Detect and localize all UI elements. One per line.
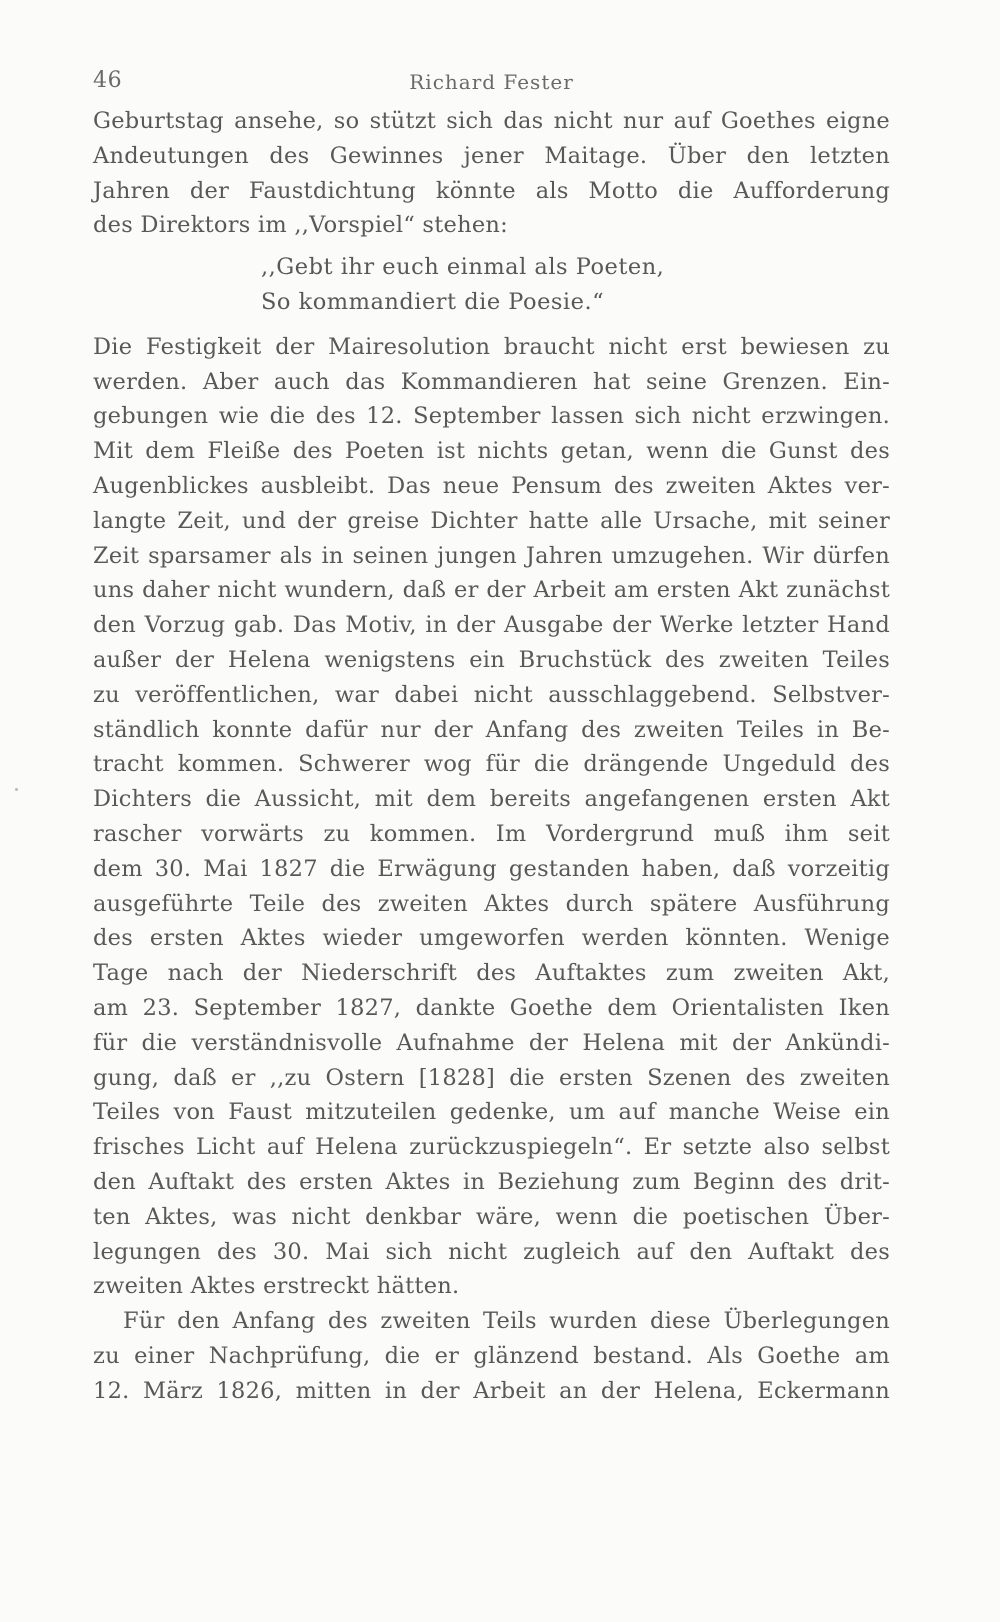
text-line: ausgeführte Teile des zweiten Aktes durch spätere Ausführung xyxy=(93,890,890,917)
text-line: langte Zeit, und der greise Dichter hatte alle Ursache, mit seiner xyxy=(93,507,890,534)
text-line: Dichters die Aussicht, mit dem bereits angefangenen ersten Akt xyxy=(93,786,890,813)
text-line: für die verständnisvolle Aufnahme der Helena mit der Ankündi- xyxy=(93,1029,890,1056)
text-line: 12. März 1826, mitten in der Arbeit an der Helena, Eckermann xyxy=(93,1377,890,1404)
text-line: Augenblickes ausbleibt. Das neue Pensum des zweiten Aktes ver- xyxy=(93,472,890,499)
text-line: gung, daß er ,,zu Ostern [1828] die ersten Szenen des zweiten xyxy=(93,1064,890,1091)
text-line: rascher vorwärts zu kommen. Im Vordergrund muß ihm seit xyxy=(93,820,890,847)
text-line: zu veröffentlichen, war dabei nicht ausschlaggebend. Selbstver- xyxy=(93,681,890,708)
page-header xyxy=(93,68,890,104)
text-line: frisches Licht auf Helena zurückzuspiegeln“. Er setzte also selbst xyxy=(93,1134,890,1161)
text-line: zu einer Nachprüfung, die er glänzend bestand. Als Goethe am xyxy=(93,1342,890,1369)
text-line: Zeit sparsamer als in seinen jungen Jahren umzugehen. Wir dürfen xyxy=(93,542,890,569)
text-line: ten Aktes, was nicht denkbar wäre, wenn die poetischen Über- xyxy=(93,1203,890,1230)
book-page xyxy=(93,68,890,1408)
text-line: Geburtstag ansehe, so stützt sich das nicht nur auf Goethes eigne xyxy=(93,108,890,134)
text-line: des Direktors im ,,Vorspiel“ stehen: xyxy=(93,212,508,239)
text-line: Andeutungen des Gewinnes jener Maitage. Über den letzten xyxy=(93,142,890,169)
text-line: Teiles von Faust mitzuteilen gedenke, um auf manche Weise ein xyxy=(93,1099,890,1126)
text-line: ständlich konnte dafür nur der Anfang des zweiten Teiles in Be- xyxy=(93,716,890,743)
text-line: Die Festigkeit der Mairesolution braucht nicht erst bewiesen zu xyxy=(93,333,890,360)
text-line: Jahren der Faustdichtung könnte als Motto die Aufforderung xyxy=(93,177,890,204)
text-line: am 23. September 1827, dankte Goethe dem Orientalisten Iken xyxy=(93,994,890,1021)
verse-line: So kommandiert die Poesie.“ xyxy=(261,288,605,315)
verse-line: ,,Gebt ihr euch einmal als Poeten, xyxy=(261,254,665,281)
text-line: Für den Anfang des zweiten Teils wurden diese Überlegungen xyxy=(123,1308,890,1335)
text-line: gebungen wie die des 12. September lassen sich nicht erzwingen. xyxy=(93,403,890,430)
text-line: legungen des 30. Mai sich nicht zugleich auf den Auftakt des xyxy=(93,1238,890,1265)
text-line: uns daher nicht wundern, daß er der Arbeit am ersten Akt zunächst xyxy=(93,577,890,604)
text-line: den Vorzug gab. Das Motiv, in der Ausgabe der Werke letzter Hand xyxy=(93,612,890,639)
page-number: 46 xyxy=(93,68,123,93)
text-line: tracht kommen. Schwerer wog für die drängende Ungeduld des xyxy=(93,751,890,778)
text-line: Tage nach der Niederschrift des Auftaktes zum zweiten Akt, xyxy=(93,960,890,987)
text-line: außer der Helena wenigstens ein Bruchstück des zweiten Teiles xyxy=(93,646,890,673)
text-line: zweiten Aktes erstreckt hätten. xyxy=(93,1273,460,1300)
text-line: des ersten Aktes wieder umgeworfen werden könnten. Wenige xyxy=(93,925,890,952)
text-line: dem 30. Mai 1827 die Erwägung gestanden haben, daß vorzeitig xyxy=(93,855,890,882)
verse-quote xyxy=(93,250,890,320)
paper-speck xyxy=(15,788,18,791)
text-line: den Auftakt des ersten Aktes in Beziehung zum Beginn des drit- xyxy=(93,1168,890,1195)
running-head: Richard Fester xyxy=(409,70,574,94)
paragraph-3 xyxy=(93,1304,890,1408)
paragraph-2 xyxy=(93,330,890,1304)
text-line: Mit dem Fleiße des Poeten ist nichts getan, wenn die Gunst des xyxy=(93,438,890,465)
text-line: werden. Aber auch das Kommandieren hat seine Grenzen. Ein- xyxy=(93,368,890,395)
body-text xyxy=(93,104,890,1408)
paragraph-1 xyxy=(93,104,890,243)
